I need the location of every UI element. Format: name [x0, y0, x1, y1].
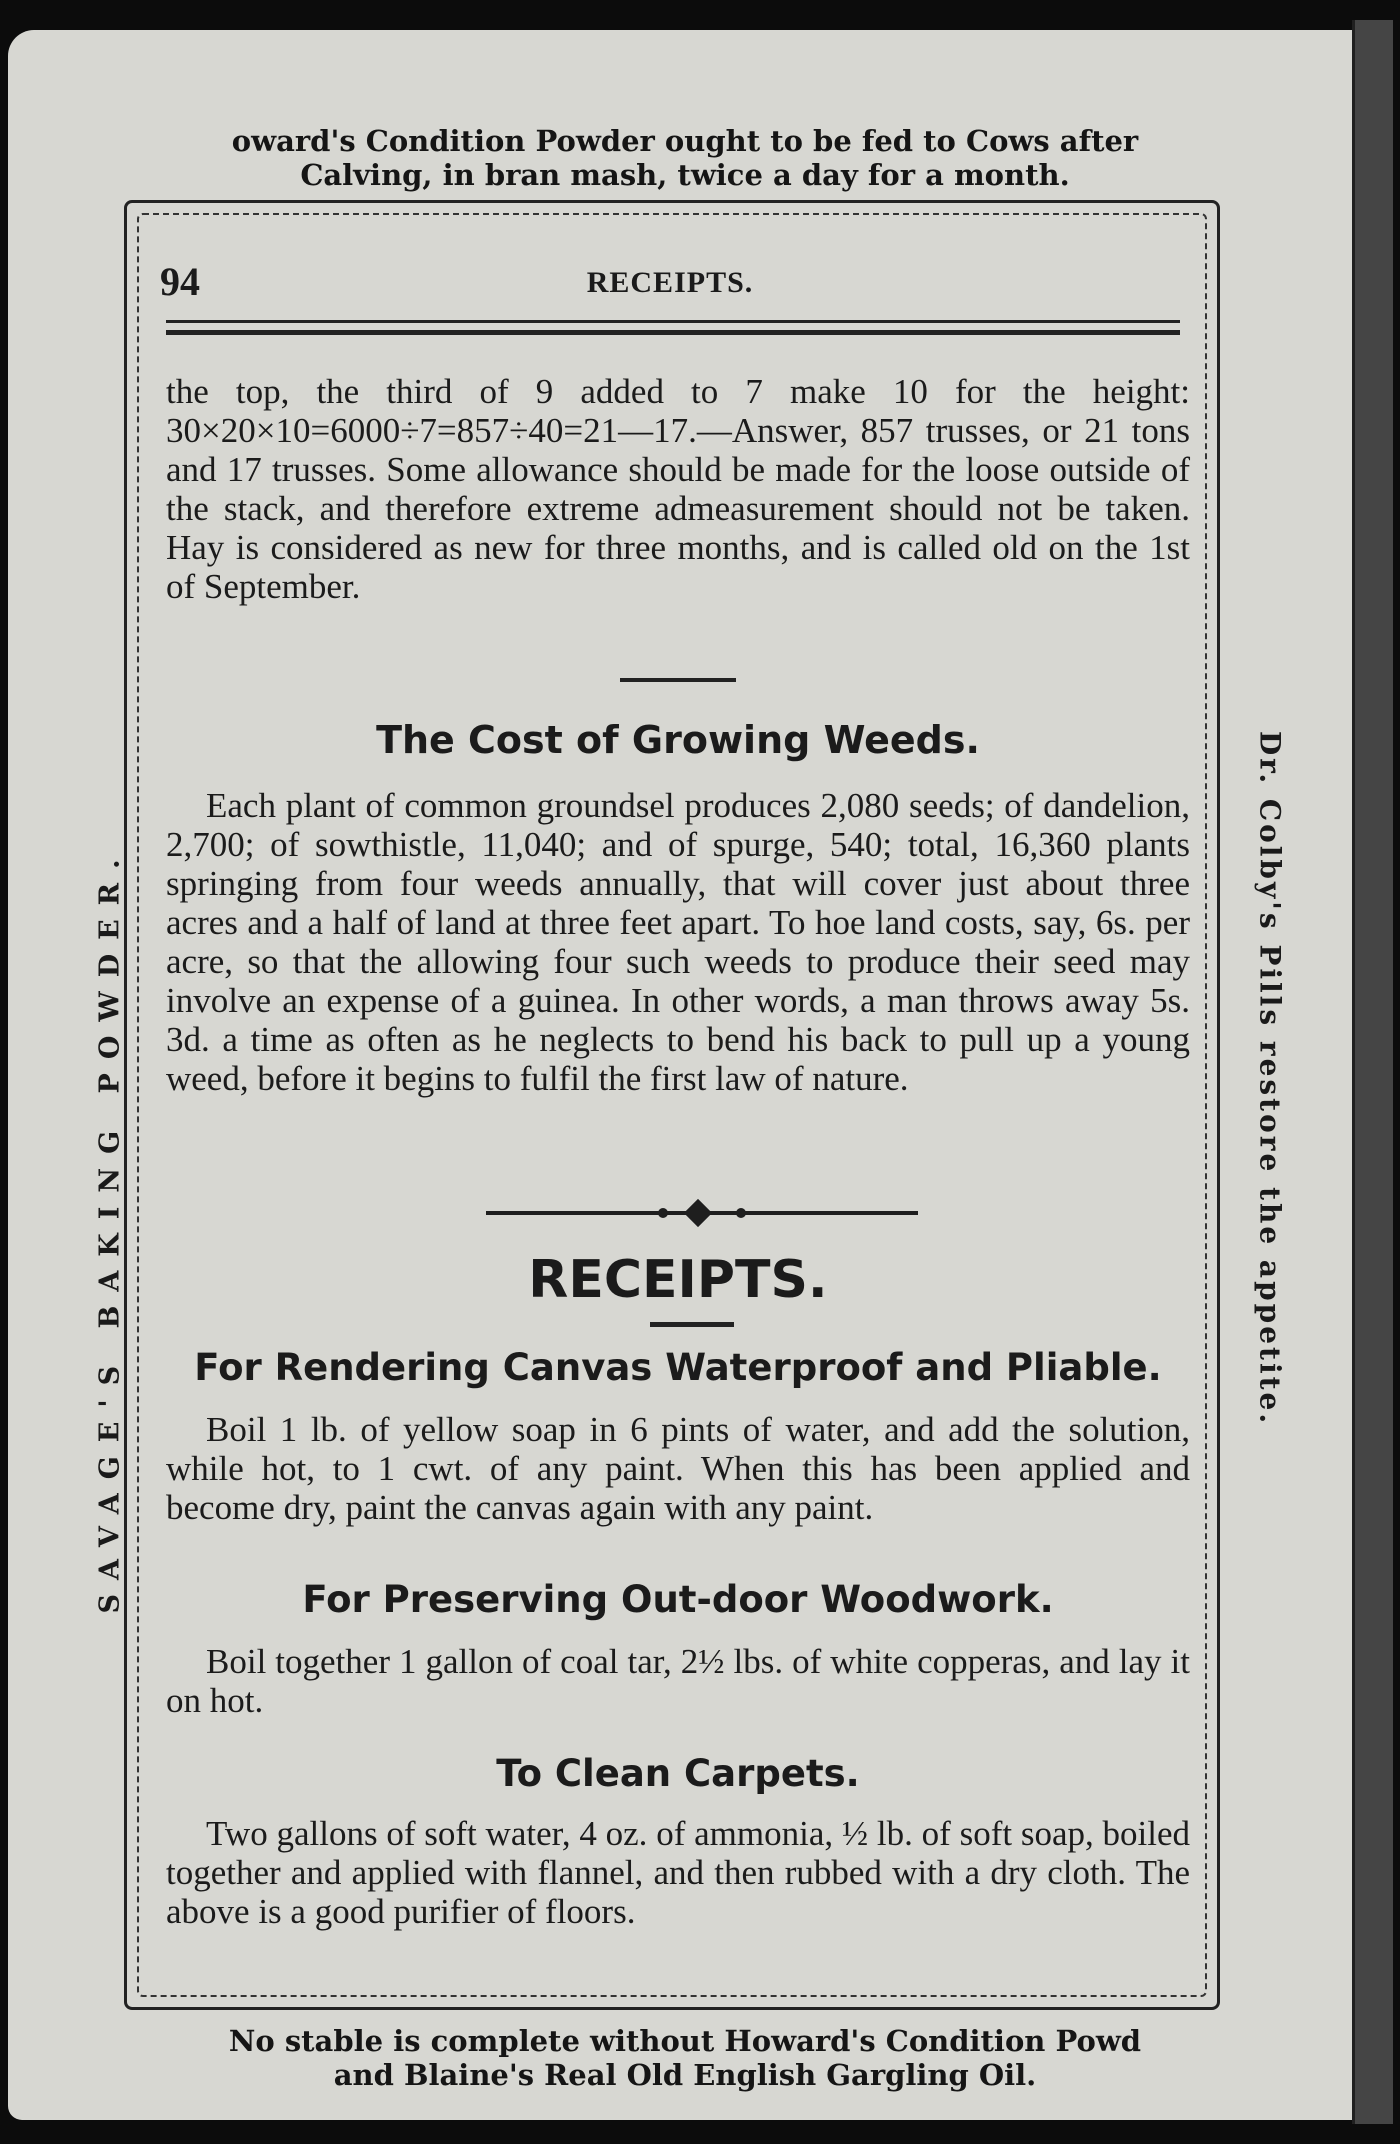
ornament-diamond [684, 1199, 712, 1227]
bottom-advertisement [130, 2024, 1240, 2092]
receipt-3-paragraph [166, 1814, 1190, 1931]
top-ad-line-2: Calving, in bran mash, twice a day for a month. [300, 158, 1070, 192]
receipt-1-paragraph [166, 1410, 1190, 1527]
bottom-ad-line-2: and Blaine's Real Old English Gargling Oil. [333, 2058, 1037, 2092]
receipt-2-paragraph [166, 1642, 1190, 1720]
header-rule [166, 320, 1180, 335]
receipt-2-title: For Preserving Out-door Woodwork. [302, 1578, 1054, 1621]
ornament-dot-left [658, 1208, 668, 1218]
ornament-dot-right [736, 1208, 746, 1218]
receipt-1-text: Boil 1 lb. of yellow soap in 6 pints of water, and add the solution, while hot, to 1 cwt. of any paint. When this has been applied and become dry, paint the canvas again with any paint. [166, 1410, 1190, 1527]
top-ad-line-1: oward's Condition Powder ought to be fed to Cows after [231, 124, 1139, 158]
receipts-section-title: RECEIPTS. [528, 1250, 828, 1310]
section-divider [620, 678, 736, 682]
ornamental-rule [486, 1203, 918, 1223]
left-side-advertisement: SAVAGE'S BAKING POWDER. [94, 845, 126, 1614]
continued-paragraph [166, 372, 1190, 606]
weeds-text: Each plant of common groundsel produces 2,080 seeds; of dandelion, 2,700; of sowthistle, 11,040; and of spurge, 540; total, 16,360 plants springing from four weeds annually, that will cover just about three acres and a half of land at three feet apart. To hoe land costs, say, 6s. per acre, so that the allowing four such weeds to produce their seed may involve an expense of a guinea. In other words, a man throws away 5s. 3d. a time as often as he neglects to bend his back to pull up a young weed, before it begins to fulfil the first law of nature. [166, 786, 1190, 1098]
page-header [160, 258, 1180, 308]
receipt-3-title: To Clean Carpets. [496, 1752, 860, 1795]
page-number: 94 [160, 259, 200, 304]
right-side-advertisement: Dr. Colby's Pills restore the appetite. [1253, 730, 1287, 1427]
book-spine [1352, 20, 1393, 2124]
weeds-heading: The Cost of Growing Weeds. [376, 718, 980, 762]
receipt-3-text: Two gallons of soft water, 4 oz. of ammonia, ½ lb. of soft soap, boiled together and applied with flannel, and then rubbed with a dry cloth. The above is a good purifier of floors. [166, 1814, 1190, 1931]
running-title: RECEIPTS. [586, 266, 754, 299]
receipt-2-text: Boil together 1 gallon of coal tar, 2½ lbs. of white copperas, and lay it on hot. [166, 1642, 1190, 1720]
bottom-ad-line-1: No stable is complete without Howard's Condition Powd [228, 2024, 1142, 2058]
receipts-title-rule [650, 1322, 734, 1327]
weeds-paragraph [166, 786, 1190, 1098]
top-advertisement [130, 124, 1240, 192]
continued-text: the top, the third of 9 added to 7 make 10 for the height: 30×20×10=6000÷7=857÷40=21—17.—Answer, 857 trusses, or 21 tons and 17 trusses. Some allowance should be made for the loose outside of the stack, and therefore extreme admeasurement should not be taken. Hay is considered as new for three months, and is called old on the 1st of September. [166, 372, 1190, 606]
receipt-1-title: For Rendering Canvas Waterproof and Pliable. [194, 1346, 1162, 1389]
